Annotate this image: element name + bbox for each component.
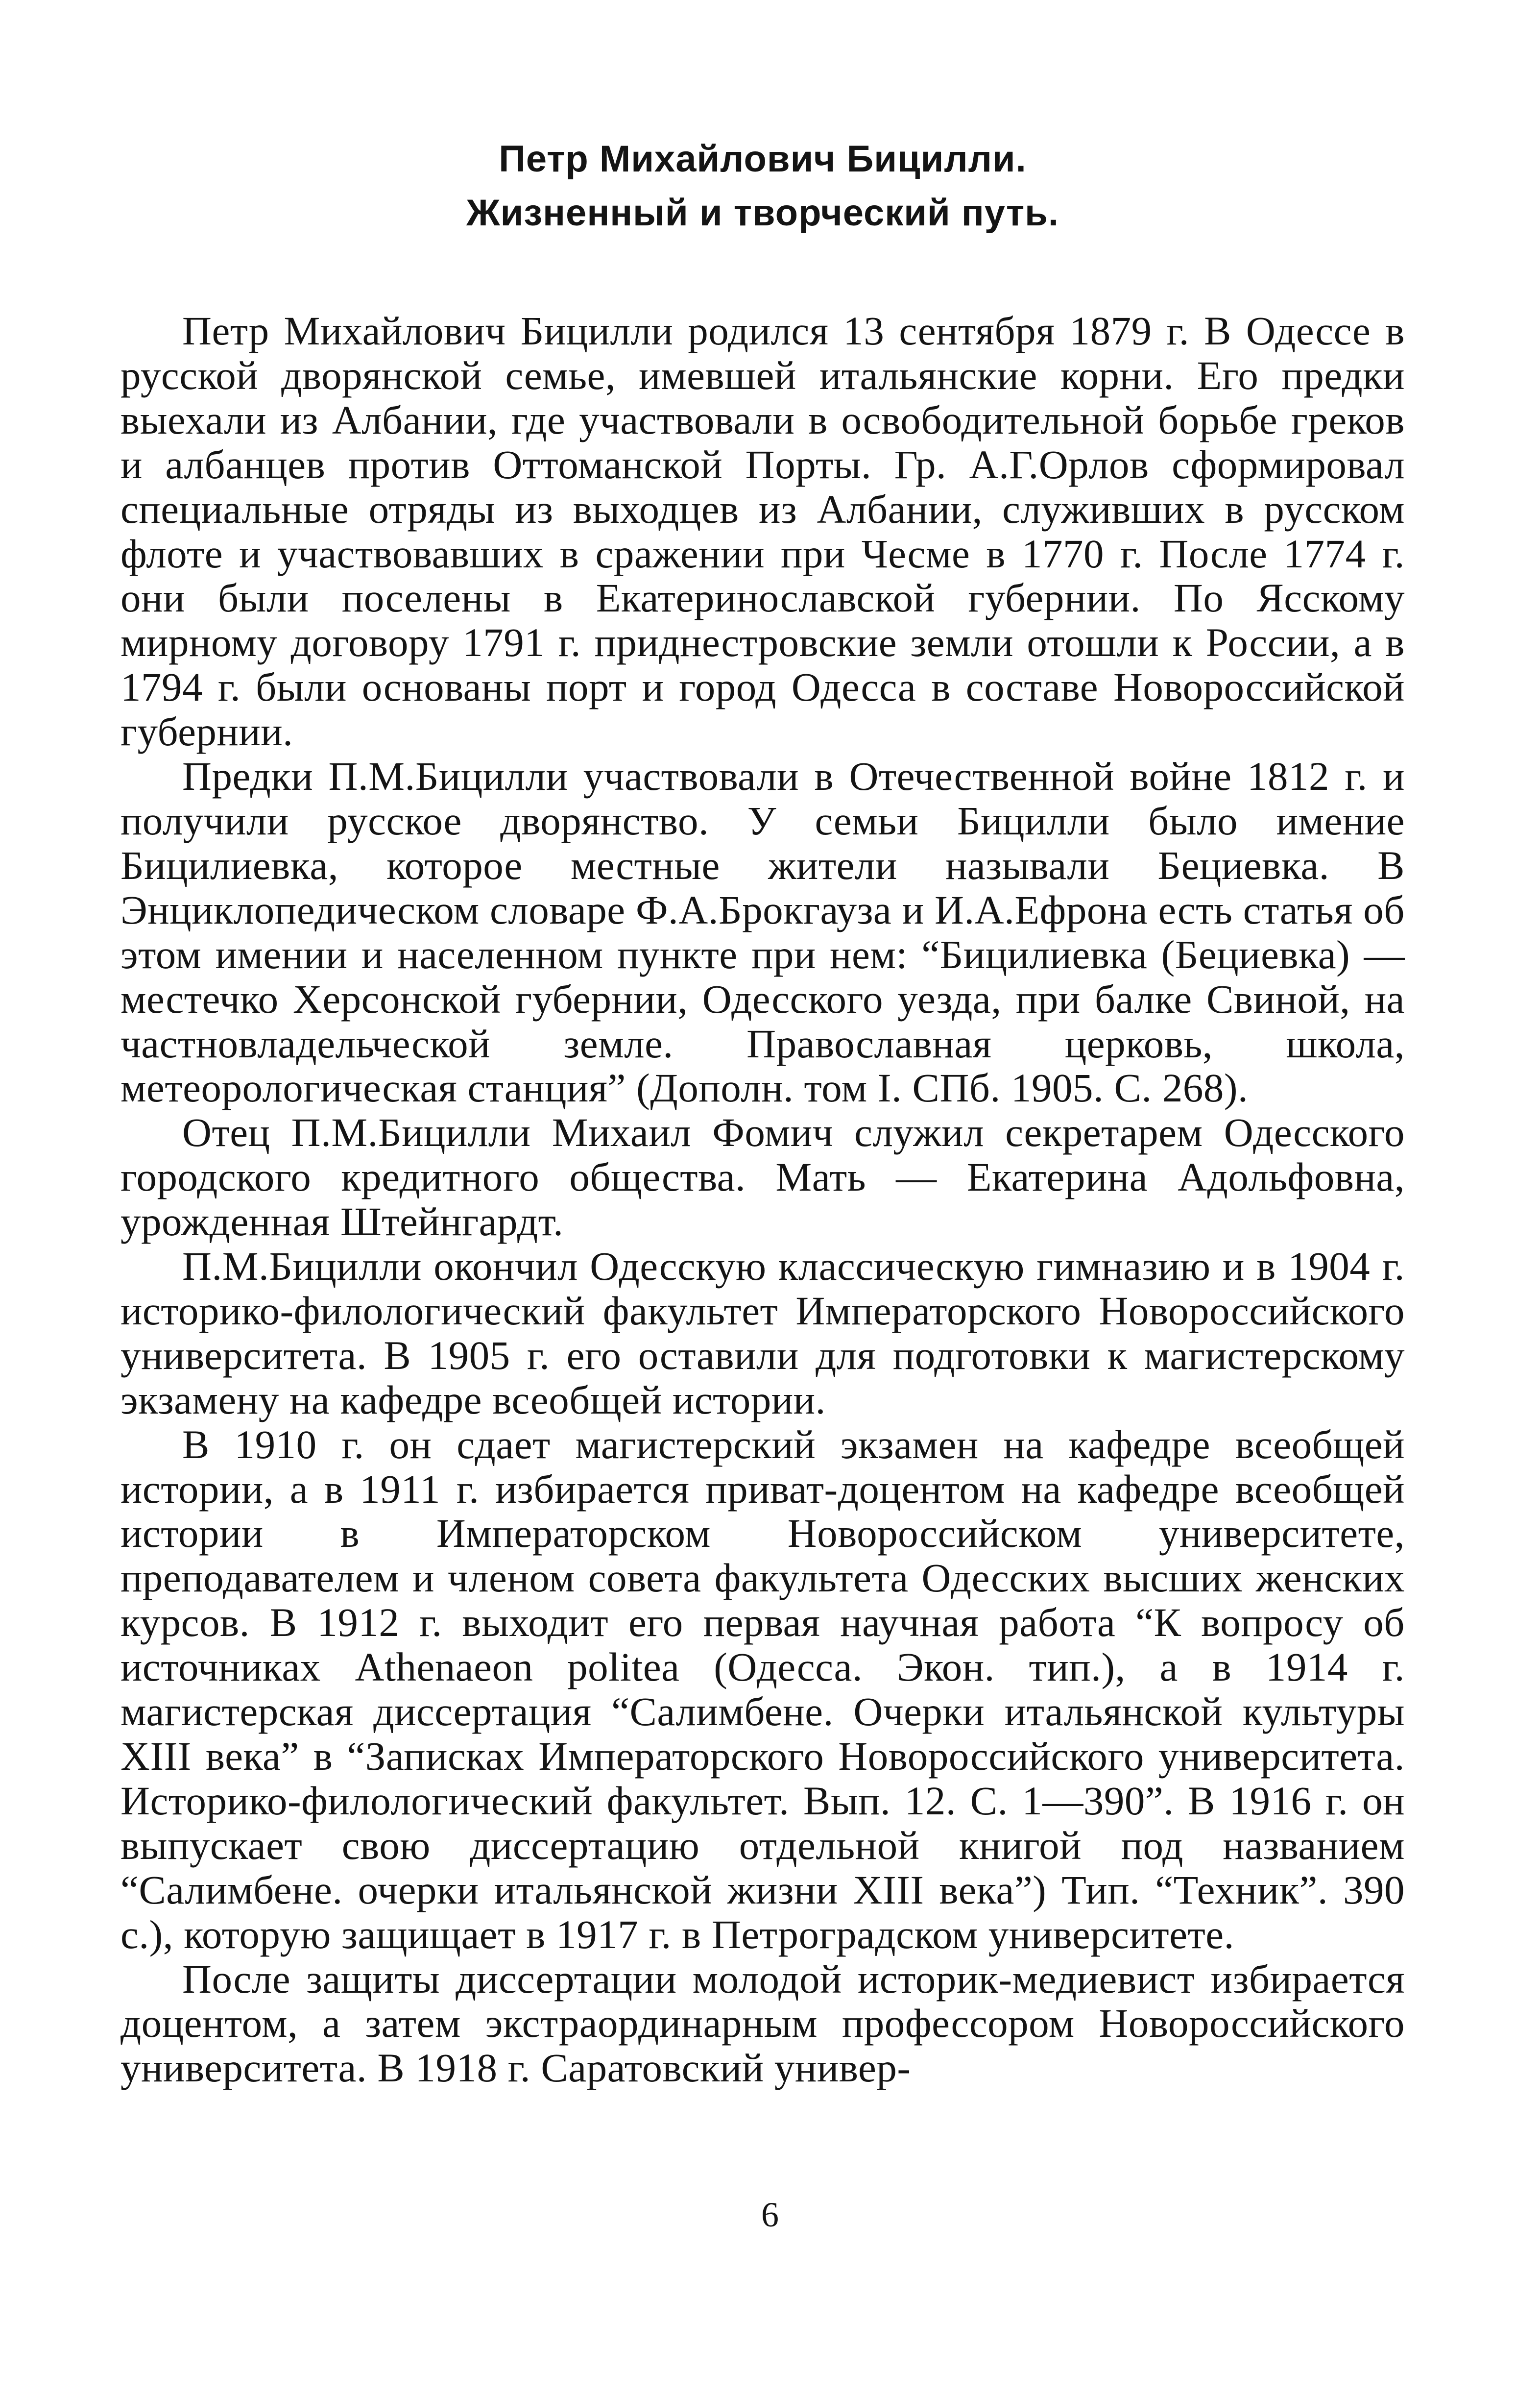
paragraph: Предки П.М.Бицилли участвовали в Отечественной войне 1812 г. и получили русское дворянство. У семьи Бицилли было имение Бицилиевка, которое местные жители называли Бециевка. В Энциклопедическом словаре Ф.А.Брокгауза и И.А.Ефрона есть статья об этом имении и населенном пункте при нем: “Бицилиевка (Бециевка) — местечко Херсонской губернии, Одесского уезда, при балке Свиной, на частновладельческой земле. Православная церковь, школа, метеорологическая станция” (Дополн. том I. СПб. 1905. С. 268).	[120, 754, 1405, 1111]
page-content	[120, 132, 1405, 2090]
paragraph: П.М.Бицилли окончил Одесскую классическую гимназию и в 1904 г. историко-филологический факультет Императорского Новороссийского университета. В 1905 г. его оставили для подготовки к магистерскому экзамену на кафедре всеобщей истории.	[120, 1244, 1405, 1422]
paragraph: Отец П.М.Бицилли Михаил Фомич служил секретарем Одесского городского кредитного общества. Мать — Екатерина Адольфовна, урожденная Штейнгардт.	[120, 1110, 1405, 1245]
page-number: 6	[761, 2195, 779, 2234]
title-line-2: Жизненный и творческий путь.	[466, 192, 1059, 234]
title-line-1: Петр Михайлович Бицилли.	[499, 138, 1027, 180]
paragraph: Петр Михайлович Бицилли родился 13 сентября 1879 г. В Одессе в русской дворянской семье, имевшей итальянские корни. Его предки выехали из Албании, где участвовали в освободительной борьбе греков и албанцев против Оттоманской Порты. Гр. А.Г.Орлов сформировал специальные отряды из выходцев из Албании, служивших в русском флоте и участвовавших в сражении при Чесме в 1770 г. После 1774 г. они были поселены в Екатеринославской губернии. По Ясскому мирному договору 1791 г. приднестровские земли отошли к России, а в 1794 г. были основаны порт и город Одесса в составе Новороссийской губернии.	[120, 308, 1405, 755]
page-title	[120, 132, 1405, 240]
paragraph: В 1910 г. он сдает магистерский экзамен на кафедре всеобщей истории, а в 1911 г. избирается приват-доцентом на кафедре всеобщей истории в Императорском Новороссийском университете, преподавателем и членом совета факультета Одесских высших женских курсов. В 1912 г. выходит его первая научная работа “К вопросу об источниках Athenaeon politea (Одесса. Экон. тип.), а в 1914 г. магистерская диссертация “Салимбене. Очерки итальянской культуры XIII века” в “Записках Императорского Новороссийского университета. Историко-филологический факультет. Вып. 12. С. 1—390”. В 1916 г. он выпускает свою диссертацию отдельной книгой под названием “Салимбене. очерки итальянской жизни XIII века”) Тип. “Техник”. 390 с.), которую защищает в 1917 г. в Петроградском университете.	[120, 1421, 1405, 1957]
paragraph: После защиты диссертации молодой историк-медиевист избирается доцентом, а затем экстраординарным профессором Новороссийского университета. В 1918 г. Саратовский универ-	[120, 1956, 1405, 2091]
body-text	[120, 309, 1405, 2090]
